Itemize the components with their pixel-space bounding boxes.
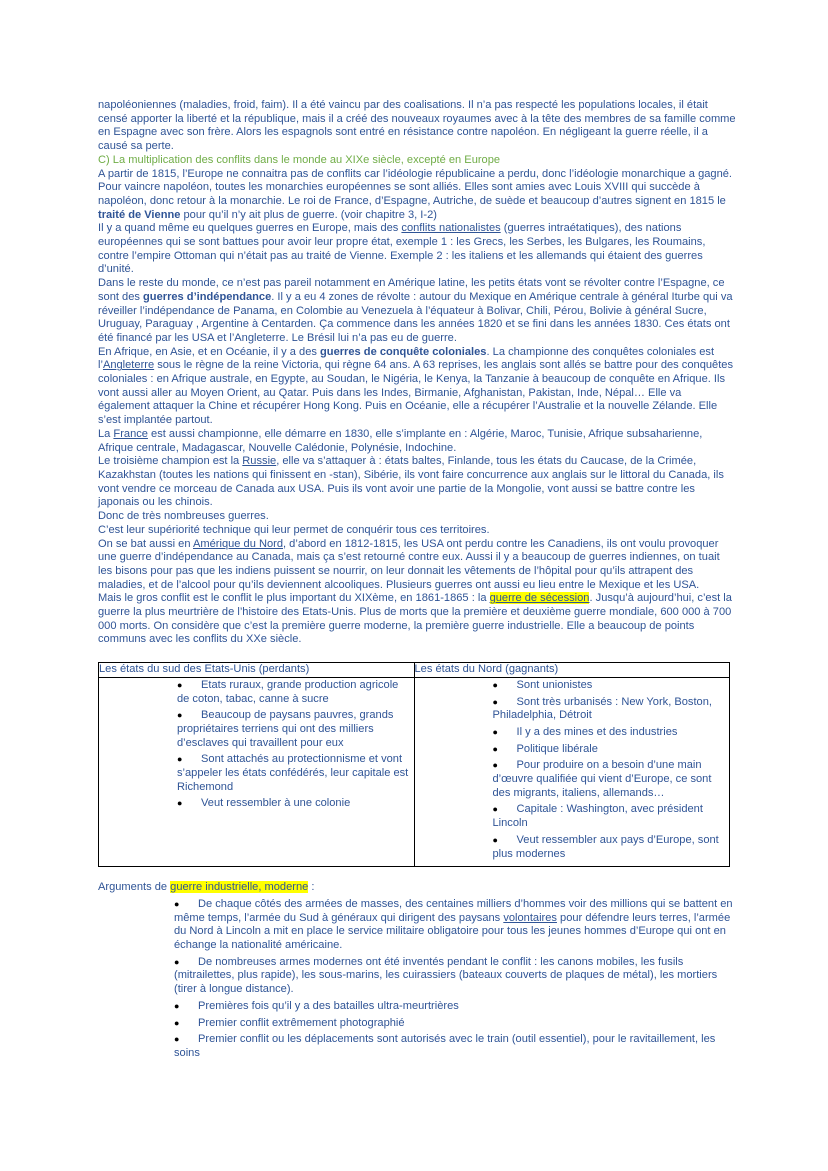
paragraph-colonial: En Afrique, en Asie, et en Océanie, il y a des guerres de conquête coloniales. La championne des conquêtes coloniales est l’Angleterre sous le règne de la reine Victoria, qui règne 64 ans. A 63 reprises, les anglais sont allés se battre pour des conquêtes coloniales : en Afrique australe, en Egypte, au Soudan, le Nigéria, le Kenya, la Tanzanie à beaucoup de conquête en Afrique. Ils vont aussi aller au Moyen Orient, au Qatar. Puis dans les Indes, Birmanie, Afghanistan, Pakistan, Inde, Népal… Elle va également attaquer la Chine et récupérer Hong Kong. Puis en Océanie, elle a récupérer l’Australie et la nouvelle Zélande. Elle s’est implantée partout. — [98, 345, 734, 427]
bullet-icon: ● — [174, 898, 180, 909]
south-list — [101, 679, 412, 811]
table-cell-north — [414, 677, 730, 866]
document-page — [98, 99, 736, 1064]
list-item: ● Etats ruraux, grande production agricole de coton, tabac, canne à sucre — [177, 679, 412, 706]
paragraph-independence: Dans le reste du monde, ce n’est pas pareil notamment en Amérique latine, les petits états vont se révolter contre l’Espagne, ce sont des guerres d’indépendance. Il y a eu 4 zones de révolte : autour du Mexique en Amérique centrale à général Iturbe qui va réveiller l’indépendance de Panama, en Colombie au Venezuela à l’équateur à Bolivar, Chili, Pérou, Bolivie à général Sucre, Uruguay, Paraguay , Argentine à Centarden. Ça commence dans les années 1820 et se fini dans les années 1830. Ces états ont été financé par les USA et l’Angleterre. Le Brésil lui n’a pas eu de guerre. — [98, 277, 733, 344]
list-item: ● Politique libérale — [493, 743, 728, 757]
traite-de-vienne: traité de Vienne — [98, 208, 181, 221]
table-header-south: Les états du sud des Etats-Unis (perdants) — [99, 663, 415, 678]
list-item: ● Beaucoup de paysans pauvres, grands propriétaires terriens qui ont des milliers d’esclaves qui travaillent pour eux — [177, 709, 412, 750]
table-cell-south — [99, 677, 415, 866]
list-item: ● Sont unionistes — [493, 679, 728, 693]
list-item: ● Premières fois qu’il y a des batailles ultra-meurtrières — [174, 999, 459, 1012]
list-item: ● Capitale : Washington, avec président Lincoln — [493, 803, 728, 830]
paragraph-nationalist: Il y a quand même eu quelques guerres en Europe, mais des conflits nationalistes (guerres intraétatiques), des nations européennes qui se sont battues pour avoir leur propre état, exemple 1 : les Grecs, les Serbes, les Bulgares, les Roumains, contre l’empire Ottoman qui n’était pas au traité de Vienne. Exemple 2 : les italiens et les allemands qui étaient des guerres d’unité. — [98, 222, 706, 276]
list-item: ● Pour produire on a besoin d’une main d’œuvre qualifiée qui vient d’Europe, ce sont des migrants, italiens, allemands… — [493, 759, 728, 800]
list-item: ● Sont très urbanisés : New York, Boston, Philadelphia, Détroit — [493, 696, 728, 723]
paragraph-secession: Mais le gros conflit est le conflit le plus important du XIXème, en 1861-1865 : la guerre de sécession. Jusqu’à aujourd’hui, c’est la guerre la plus meurtrière de l’histoire des Etats-Unis. Plus de morts que la première et deuxième guerre mondiale, 600 000 à 700 000 morts. On considère que c’est la première guerre moderne, la première guerre industrielle. Elle a beaucoup de points communs avec les conflits du XXe siècle. — [98, 592, 732, 646]
paragraph-many-wars: Donc de très nombreuses guerres. — [98, 510, 269, 523]
paragraph-france: La France est aussi championne, elle démarre en 1830, elle s’implante en : Algérie, Maroc, Tunisie, Afrique subsaharienne, Afrique centrale, Madagascar, Nouvelle Calédonie, Polynésie, Indochine. — [98, 427, 703, 454]
paragraph-technique: C’est leur supériorité technique qui leur permet de conquérir tous ces territoires. — [98, 523, 490, 536]
conflits-nationalistes: conflits nationalistes — [401, 222, 501, 235]
paragraph-napoleon: napoléoniennes (maladies, froid, faim). Il a été vaincu par des coalisations. Il n’a pas respecté les populations locales, il était censé apporter la liberté et la république, mais il a créé des nouveaux royaumes avec à la tête des membres de sa famille comme en Espagne avec son frère. Alors les espagnols sont entré en résistance contre napoléon. En négligeant la guerre réelle, il a causé sa perte. — [98, 99, 736, 153]
bullet-icon: ● — [174, 1017, 180, 1028]
list-item: ● De nombreuses armes modernes ont été inventés pendant le conflit : les canons mobiles, les fusils (mitrailettes, plus rapide), les sous-marins, les cuirassiers (bateaux couverts de plaques de métal), les mortiers (tirer à longue distance). — [174, 955, 718, 996]
section-title: C) La multiplication des conflits dans le monde au XIXe siècle, excepté en Europe — [98, 153, 501, 166]
guerre-de-secession: guerre de sécession — [489, 592, 590, 605]
list-item: ● De chaque côtés des armées de masses, des centaines milliers d’hommes voir des millions qui se battent en même temps, l’armée du Sud à généraux qui dirigent des paysans volontaires pour défendre leurs terres, l’armée du Nord à Lincoln a mit en place le service militaire obligatoire pour tous les jeunes hommes d’Europe qui ont en échange la nationalité américaine. — [174, 897, 733, 952]
comparison-table — [98, 662, 730, 867]
list-item: ● Veut ressembler aux pays d’Europe, sont plus modernes — [493, 834, 728, 861]
list-item: ● Il y a des mines et des industries — [493, 726, 728, 740]
table-header-north: Les états du Nord (gagnants) — [414, 663, 730, 678]
paragraph-russia: Le troisième champion est la Russie, elle va s’attaquer à : états baltes, Finlande, tous les états du Caucase, de la Crimée, Kazakhstan (toutes les nations qui finissent en -stan), Sibérie, ils vont faire concurrence aux anglais sur le littoral du Canada, ils vont vendre ce morceau de Canada aux USA. Puis ils vont avoir une partie de la Mongolie, vont aussi se battre contre les japonais ou les chinois. — [98, 455, 724, 509]
list-item: ● Veut ressembler à une colonie — [177, 797, 412, 811]
bullet-icon: ● — [174, 1034, 180, 1045]
paragraph-north-america: On se bat aussi en Amérique du Nord, d’abord en 1812-1815, les USA ont perdu contre les Canadiens, ils ont voulu provoquer une guerre d’indépendance au Canada, mais ça s’est retourné contre eux. Aussi il y a beaucoup de guerres indiennes, on tuait les bisons pour pas que les indiens puissent se nourrir, on leur donnait les vêtements de l’hôpital pour qu’ils attrapent des maladies, et de l’alcool pour qu’ils deviennent alcooliques. Plusieurs guerres ont aussi eu lieu entre le Mexique et les USA. — [98, 537, 720, 591]
list-item: ● Sont attachés au protectionnisme et vont s’appeler les états confédérés, leur capitale est Richemond — [177, 753, 412, 794]
list-item: ● Premier conflit extrêmement photographié — [174, 1016, 405, 1029]
bullet-icon: ● — [174, 1000, 180, 1011]
paragraph-1815: A partir de 1815, l’Europe ne connaitra pas de conflits car l’idéologie républicaine a perdu, donc l’idéologie monarchique a gagné. Pour vaincre napoléon, toutes les monarchies européennes se sont alliés. Elles sont amies avec Louis XVIII qui succède à napoléon, donc retour à la monarchie. Le roi de France, d’Espagne, Autriche, de suède et beaucoup d’autres signent en 1815 le traité de Vienne pour qu’il n’y ait plus de guerre. (voir chapitre 3, I-2) — [98, 167, 732, 221]
arguments-list — [174, 898, 736, 1061]
bullet-icon: ● — [174, 956, 180, 967]
north-list — [417, 679, 728, 861]
arguments-heading: Arguments de guerre industrielle, moderne : — [98, 881, 315, 894]
list-item: ● Premier conflit ou les déplacements sont autorisés avec le train (outil essentiel), pour le ravitaillement, les soins — [174, 1033, 716, 1059]
